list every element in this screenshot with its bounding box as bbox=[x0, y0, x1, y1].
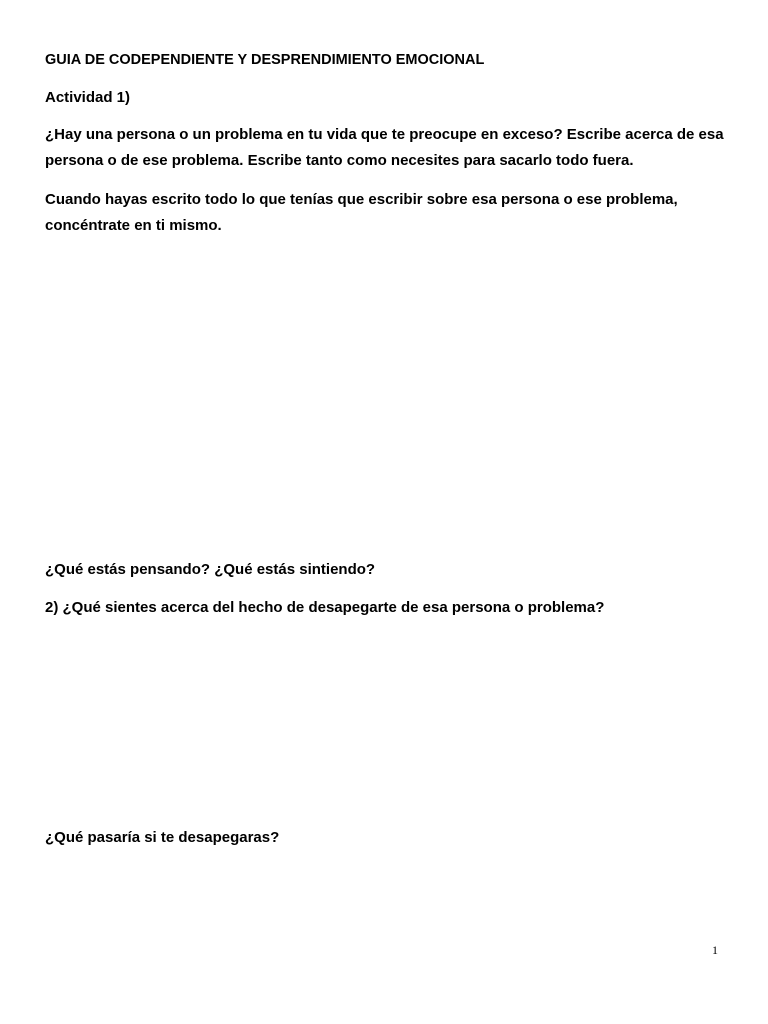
question-text: ¿Qué estás pensando? ¿Qué estás sintiendo? bbox=[45, 561, 376, 578]
document-title: GUIA DE CODEPENDIENTE Y DESPRENDIMIENTO EMOCIONAL bbox=[45, 52, 485, 68]
page-number: 1 bbox=[712, 943, 718, 957]
instruction-paragraph: ¿Hay una persona o un problema en tu vida que te preocupe en exceso? Escribe acerca de esa persona o de ese problema. Escribe tanto como necesites para sacarlo todo fuera. bbox=[45, 126, 724, 169]
instruction-paragraph: Cuando hayas escrito todo lo que tenías que escribir sobre esa persona o ese problema, concéntrate en ti mismo. bbox=[45, 191, 678, 234]
question-text: 2) ¿Qué sientes acerca del hecho de desapegarte de esa persona o problema? bbox=[45, 599, 605, 616]
question-text: ¿Qué pasaría si te desapegaras? bbox=[45, 829, 280, 846]
activity-heading: Actividad 1) bbox=[45, 89, 131, 106]
